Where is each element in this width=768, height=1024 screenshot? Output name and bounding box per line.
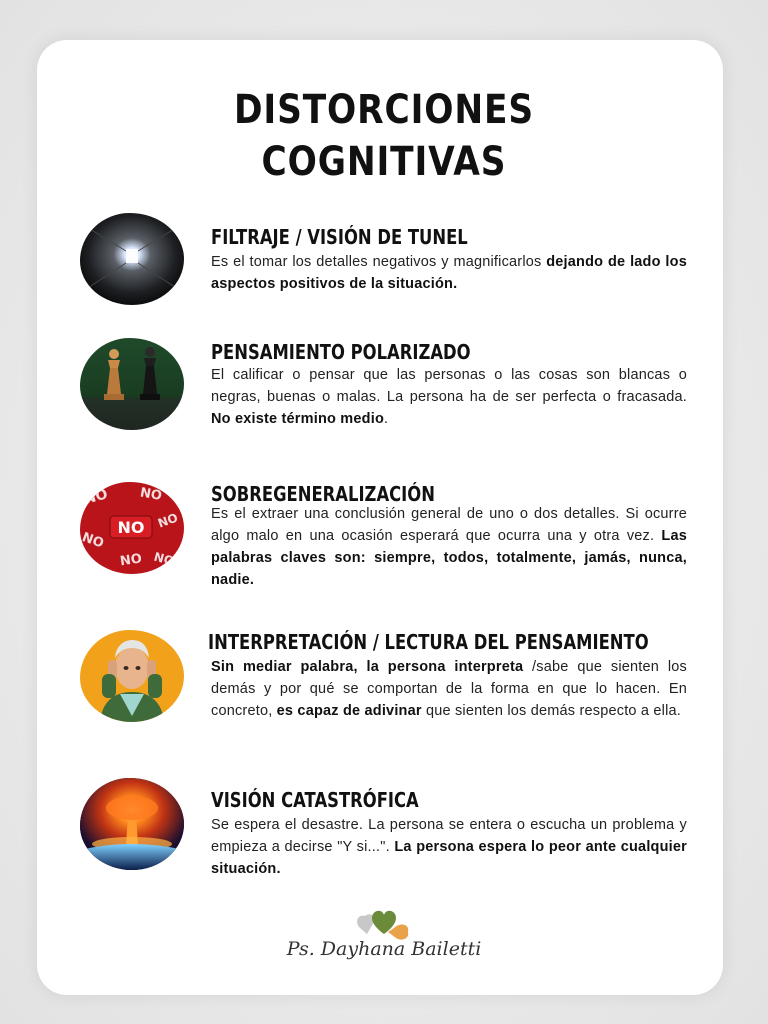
svg-text:NO: NO [119,551,143,570]
emphasis-text: Sin mediar palabra, la persona interpreta [211,659,524,675]
explosion-image [80,778,184,870]
body-text: . [384,411,389,427]
body-text: Es el extraer una conclusión general de uno o dos detalles. Si ocurre algo malo en una ocasión esperará que ocurra una y otra vez. [211,506,687,544]
emphasis-text: dejando de lado los aspectos positivos de la situación. [211,254,687,292]
svg-text:NO: NO [138,485,163,504]
tunnel-image [80,213,184,305]
emphasis-text: No existe término medio [211,411,384,427]
title-line-2: COGNITIVAS [261,139,507,185]
thinking-man-image [80,630,184,722]
svg-text:NO: NO [80,530,106,552]
item-heading: FILTRAJE / VISIÓN DE TUNEL [211,225,468,249]
item-description [211,814,687,880]
body-text: El calificar o pensar que las personas o las cosas son blancas o negras, buenas o malas. La persona ha de ser perfecta o fracasada. [211,367,687,405]
svg-text:NO: NO [152,549,176,569]
item-description [211,364,687,430]
no-word: NO [117,518,145,537]
body-text: Se espera el desastre. La persona se entera o escucha un problema y empieza a decirse "Y si...". [211,817,687,855]
item-heading: SOBREGENERALIZACIÓN [211,482,435,506]
item-description [211,251,687,295]
body-text: Es el tomar los detalles negativos y magnificarlos [211,254,547,270]
emphasis-text: Las palabras claves son: siempre, todos, totalmente, jamás, nunca, nadie. [211,528,687,588]
item-heading: PENSAMIENTO POLARIZADO [211,340,471,364]
svg-text:NO: NO [155,510,180,531]
item-heading: INTERPRETACIÓN / LECTURA DEL PENSAMIENTO [208,630,649,654]
emphasis-text: es capaz de adivinar [276,703,422,719]
title-line-1: DISTORCIONES [233,87,535,133]
page-title [54,84,714,188]
item-description [211,503,687,591]
body-text: /sabe que sienten los demás y por qué se comportan de la forma en que lo hacen. En concreto, [211,659,687,719]
svg-text:NO: NO [82,486,110,508]
item-heading: VISIÓN CATASTRÓFICA [211,788,419,812]
author-signature: Ps. Dayhana Bailetti [286,938,482,960]
emphasis-text: La persona espera lo peor ante cualquier situación. [211,839,687,877]
no-words-image [80,482,184,574]
chess-pieces-image [80,338,184,430]
item-description [211,656,687,722]
body-text: que sienten los demás respecto a ella. [421,703,682,719]
